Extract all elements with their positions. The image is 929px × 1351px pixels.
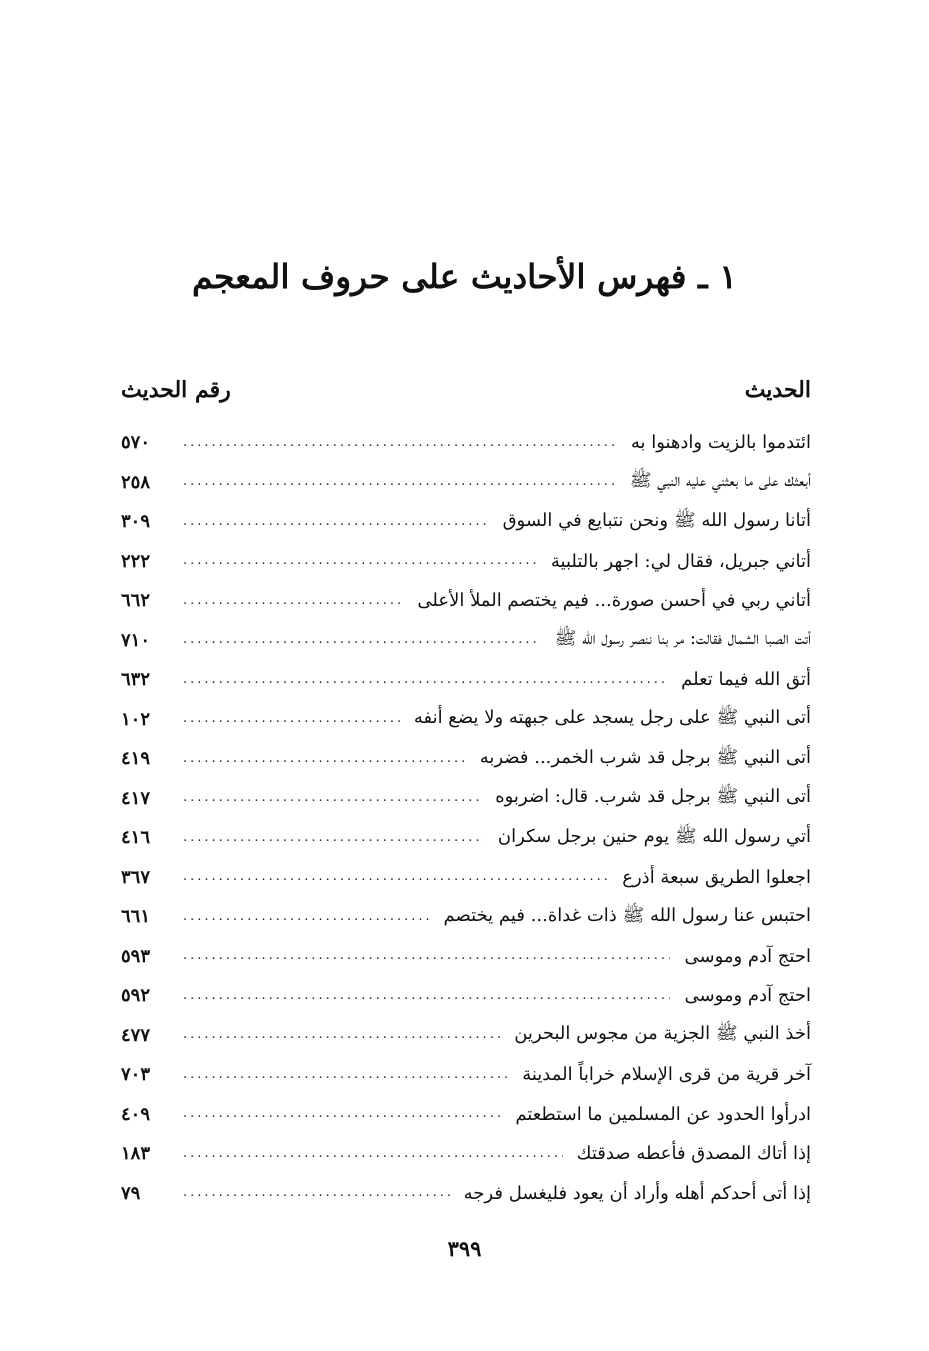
entry-text: أتى النبي ﷺ برجل قد شرب. قال: اضربوه [495,786,811,808]
entry-text: أتى النبي ﷺ برجل قد شرب الخمر... فضربه [479,746,811,768]
entry-text: أبعثك على ما بعثني عليه النبي ﷺ [629,470,811,492]
entry-text: أتى النبي ﷺ على رجل يسجد على جبهته ولا يضع أنفه [413,707,811,729]
dot-leader [183,630,541,650]
index-entry [121,1016,811,1056]
entry-number: ٧١٠ [121,629,151,651]
index-entry [121,423,811,463]
hadith-index-list [121,423,811,1213]
entry-number: ٤١٦ [121,827,151,849]
entry-number: ٣٠٩ [121,511,151,533]
entry-number: ٤١٩ [121,748,151,770]
dot-leader [183,591,403,611]
dot-leader [183,1183,450,1203]
index-entry [121,621,811,661]
index-entry [121,1095,811,1135]
entry-number: ٢٥٨ [121,471,151,493]
entry-text: أتانا رسول الله ﷺ ونحن نتبايع في السوق [502,509,811,531]
entry-number: ٢٢٢ [121,550,151,572]
dot-leader [183,433,617,453]
index-entry [121,700,811,740]
dot-leader [183,1025,500,1045]
entry-text: ادرأوا الحدود عن المسلمين ما استطعتم [515,1103,811,1125]
dot-leader [183,867,608,887]
index-entry [121,739,811,779]
dot-leader [183,946,670,966]
entry-text: إذا أتى أحدكم أهله وأراد أن يعود فليغسل فرجه [463,1182,811,1204]
dot-leader [183,1144,563,1164]
entry-text: ائتدموا بالزيت وادهنوا به [630,432,811,454]
dot-leader [183,512,489,532]
page-number: ٣٩٩ [447,1236,482,1261]
index-entry [121,976,811,1016]
entry-text: أتت الصبا الشمال فقالت: مر بنا ننصر رسول الله ﷺ [554,628,811,650]
dot-leader [183,828,484,848]
index-entry [121,463,811,503]
entry-text: إذا أتاك المصدق فأعطه صدقتك [576,1143,811,1165]
entry-number: ٥٩٣ [121,945,151,967]
dot-leader [183,472,616,492]
entry-number: ٥٩٢ [121,985,151,1007]
entry-number: ٧٩ [121,1182,141,1204]
index-entry [121,897,811,937]
column-header-number: رقم الحديث [121,377,231,403]
dot-leader [183,1104,501,1124]
dot-leader [183,1065,508,1085]
entry-text: آخر قرية من قرى الإسلام خراباً المدينة [522,1064,811,1086]
dot-leader [183,907,430,927]
entry-number: ٣٦٧ [121,866,151,888]
index-entry [121,858,811,898]
index-entry [121,1174,811,1214]
index-entry [121,818,811,858]
entry-text: احتج آدم وموسى [684,985,811,1007]
entry-text: أخذ النبي ﷺ الجزية من مجوس البحرين [514,1023,811,1045]
index-entry [121,1134,811,1174]
entry-text: أتق الله فيما تعلم [681,669,811,691]
entry-number: ١٨٣ [121,1143,151,1165]
entry-number: ٦٣٢ [121,669,151,691]
entry-text: أتاني ربي في أحسن صورة... فيم يختصم الملأ الأعلى [417,590,811,612]
index-entry [121,581,811,621]
dot-leader [183,788,481,808]
dot-leader [183,986,670,1006]
entry-text: أتي رسول الله ﷺ يوم حنين برجل سكران [497,825,811,847]
dot-leader [183,749,466,769]
index-entry [121,937,811,977]
entry-number: ٧٠٣ [121,1064,151,1086]
entry-number: ٤١٧ [121,787,151,809]
entry-number: ٥٧٠ [121,432,151,454]
dot-leader [183,670,667,690]
entry-text: احتبس عنا رسول الله ﷺ ذات غداة... فيم يختصم [443,904,811,926]
entry-number: ٦٦١ [121,906,151,928]
column-header-hadith: الحديث [744,377,811,403]
index-entry [121,542,811,582]
entry-number: ١٠٢ [121,708,151,730]
entry-text: احتج آدم وموسى [684,945,811,967]
index-entry [121,779,811,819]
entry-number: ٤٧٧ [121,1024,151,1046]
page-title: ١ ـ فهرس الأحاديث على حروف المعجم [192,257,737,296]
dot-leader [183,551,537,571]
dot-leader [183,709,400,729]
index-entry [121,1055,811,1095]
entry-text: اجعلوا الطريق سبعة أذرع [622,866,811,888]
entry-number: ٦٦٢ [121,590,151,612]
index-entry [121,660,811,700]
entry-text: أتاني جبريل، فقال لي: اجهر بالتلبية [550,550,811,572]
entry-number: ٤٠٩ [121,1103,151,1125]
index-entry [121,502,811,542]
